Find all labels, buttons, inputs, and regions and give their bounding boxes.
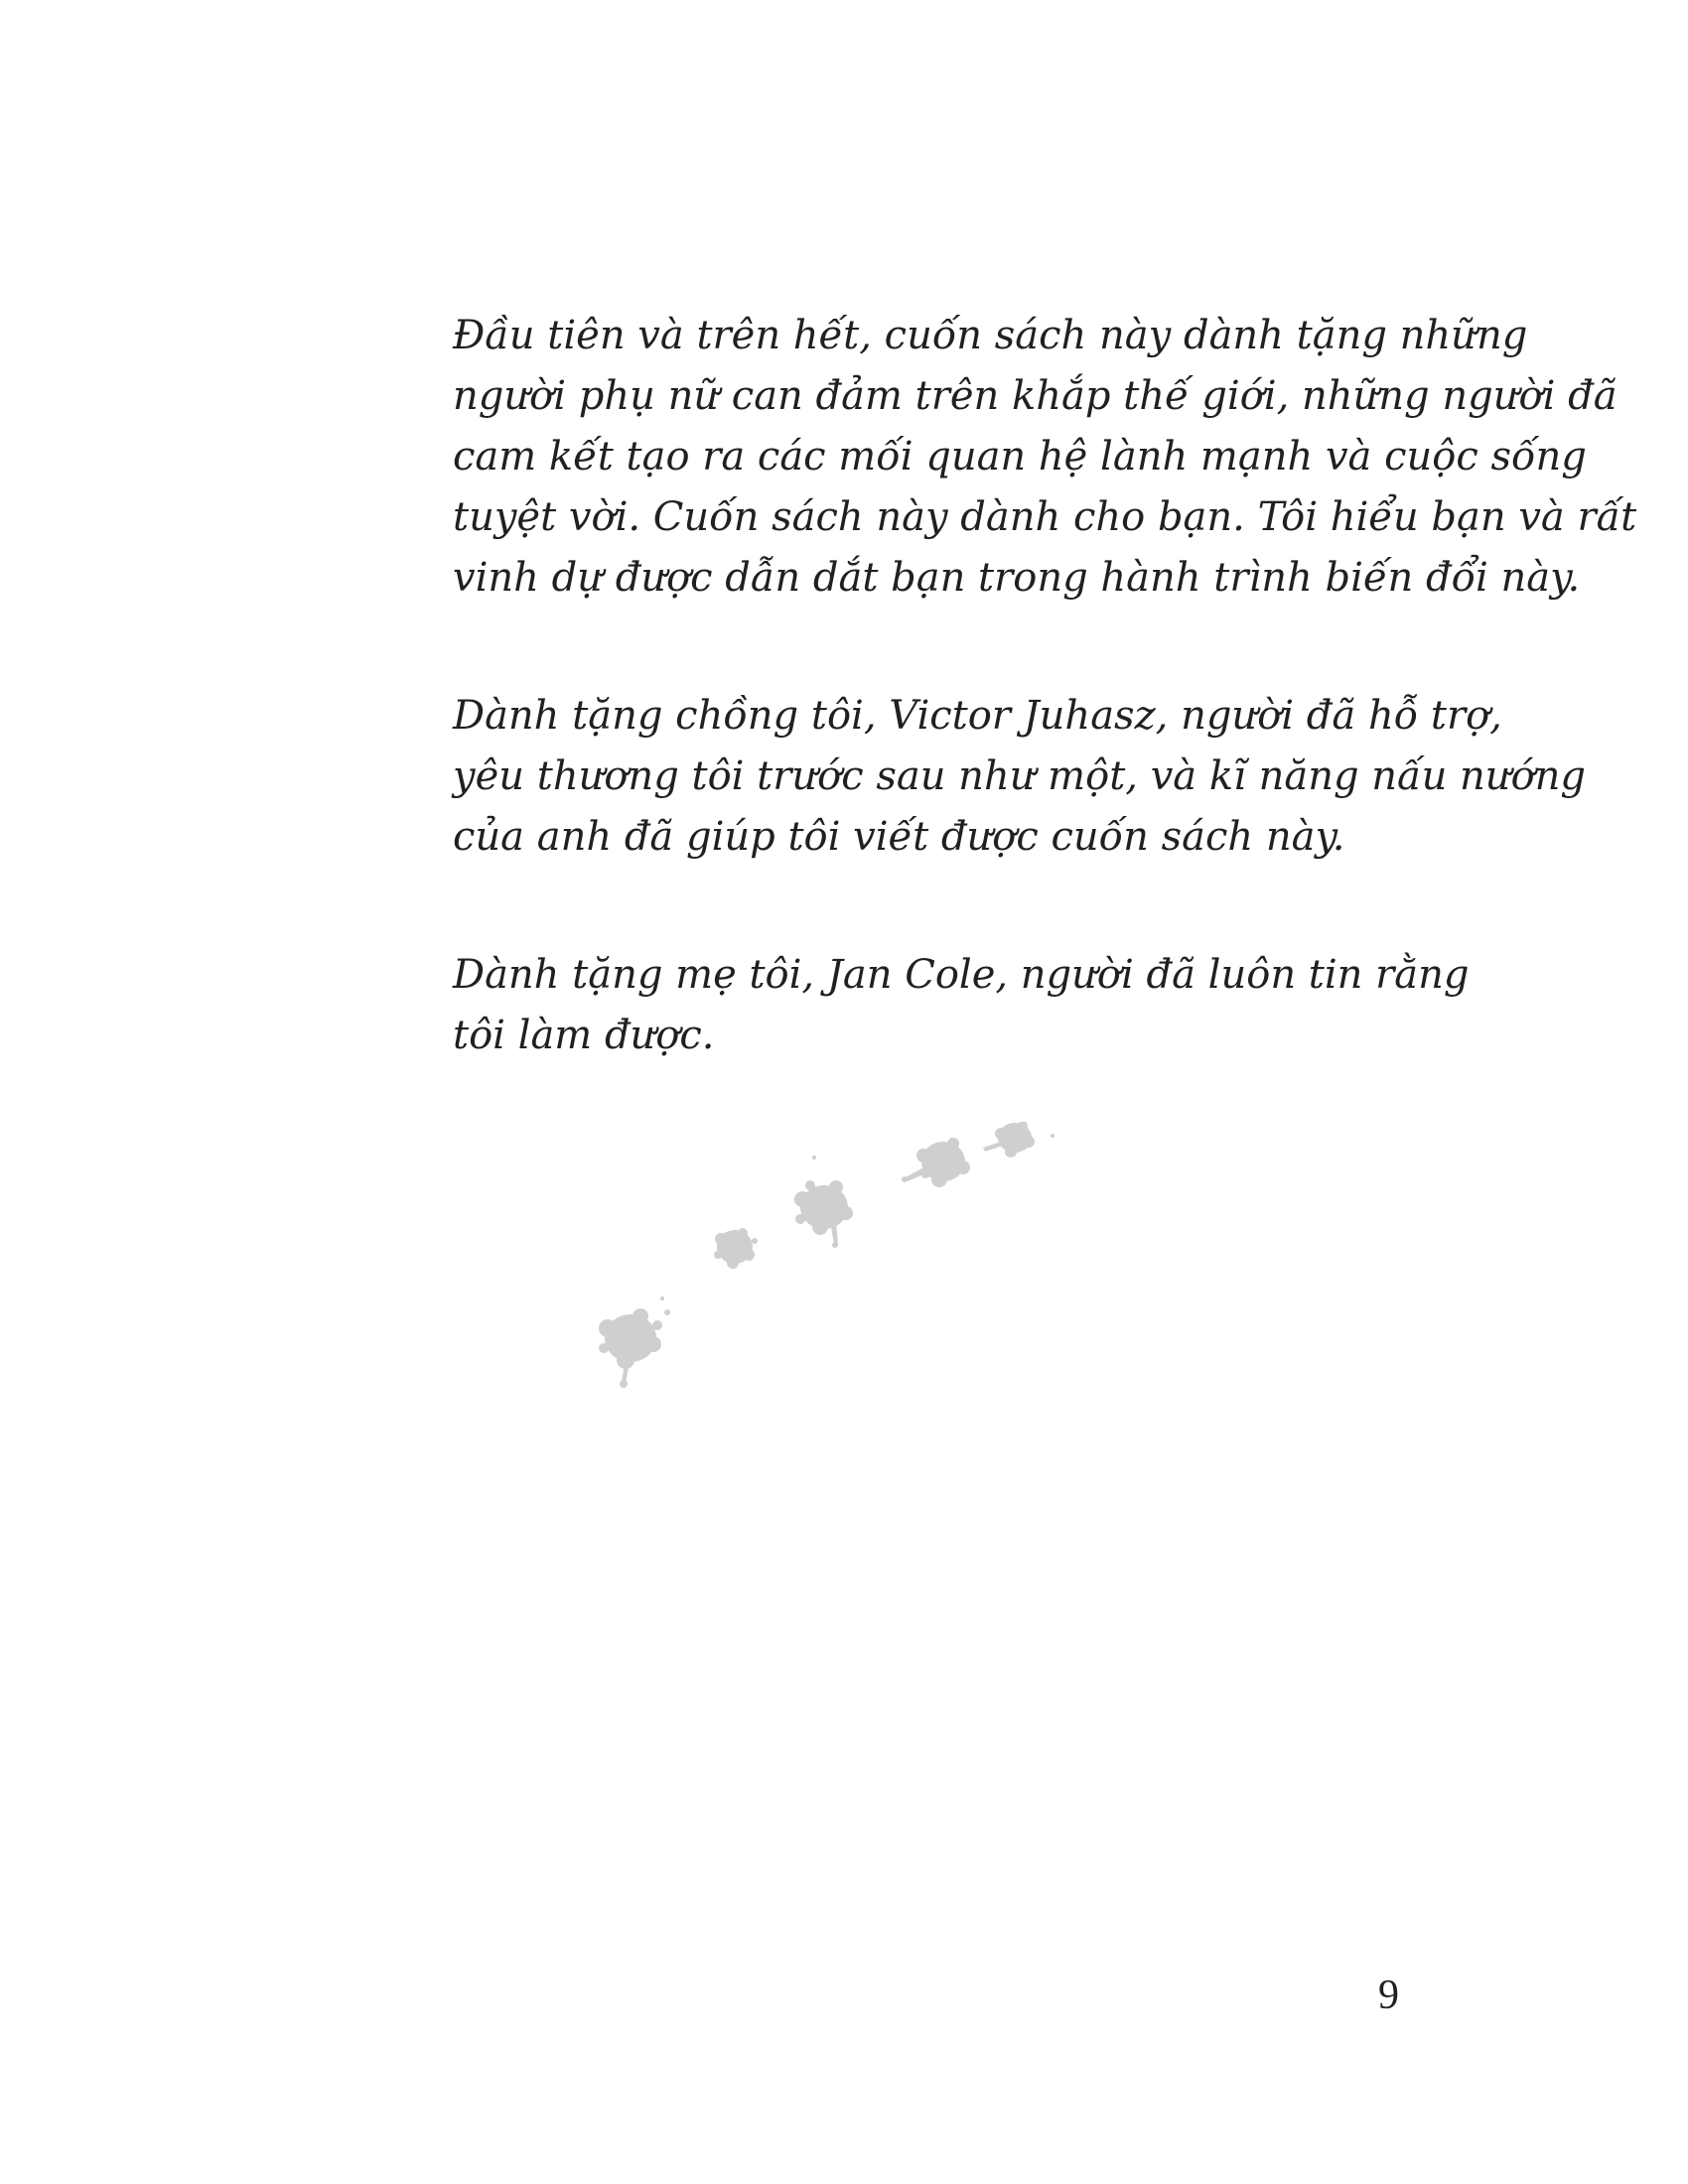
text-line: Đầu tiên và trên hết, cuốn sách này dành tặng những xyxy=(453,313,1528,358)
ink-blot-icon xyxy=(714,1228,758,1269)
text-line: của anh đã giúp tôi viết được cuốn sách này. xyxy=(453,814,1345,860)
ink-splatter-trail-icon xyxy=(586,1122,1082,1400)
text-line: yêu thương tôi trước sau như một, và kĩ năng nấu nướng xyxy=(453,753,1587,799)
text-line: Dành tặng mẹ tôi, Jan Cole, người đã luôn tin rằng xyxy=(453,952,1470,998)
text-line: tôi làm được. xyxy=(453,1013,715,1058)
text-line: người phụ nữ can đảm trên khắp thế giới, những người đã xyxy=(453,373,1618,419)
ink-blot-icon xyxy=(902,1138,970,1187)
text-line: vinh dự được dẫn dắt bạn trong hành trình biến đổi này. xyxy=(453,555,1581,601)
ink-blot-icon xyxy=(794,1156,853,1248)
dedication-paragraph-1 xyxy=(353,306,1637,609)
ink-blot-icon xyxy=(983,1122,1055,1158)
page-number: 9 xyxy=(1378,1973,1399,2018)
dedication-paragraph-3 xyxy=(353,945,1470,1066)
dedication-paragraph-2 xyxy=(353,686,1587,868)
text-line: cam kết tạo ra các mối quan hệ lành mạnh và cuộc sống xyxy=(453,434,1587,479)
ink-blot-icon xyxy=(599,1297,670,1388)
text-line: tuyệt vời. Cuốn sách này dành cho bạn. Tôi hiểu bạn và rất xyxy=(453,494,1637,540)
dedication-text xyxy=(353,306,1637,1066)
text-line: Dành tặng chồng tôi, Victor Juhasz, người đã hỗ trợ, xyxy=(453,693,1502,739)
